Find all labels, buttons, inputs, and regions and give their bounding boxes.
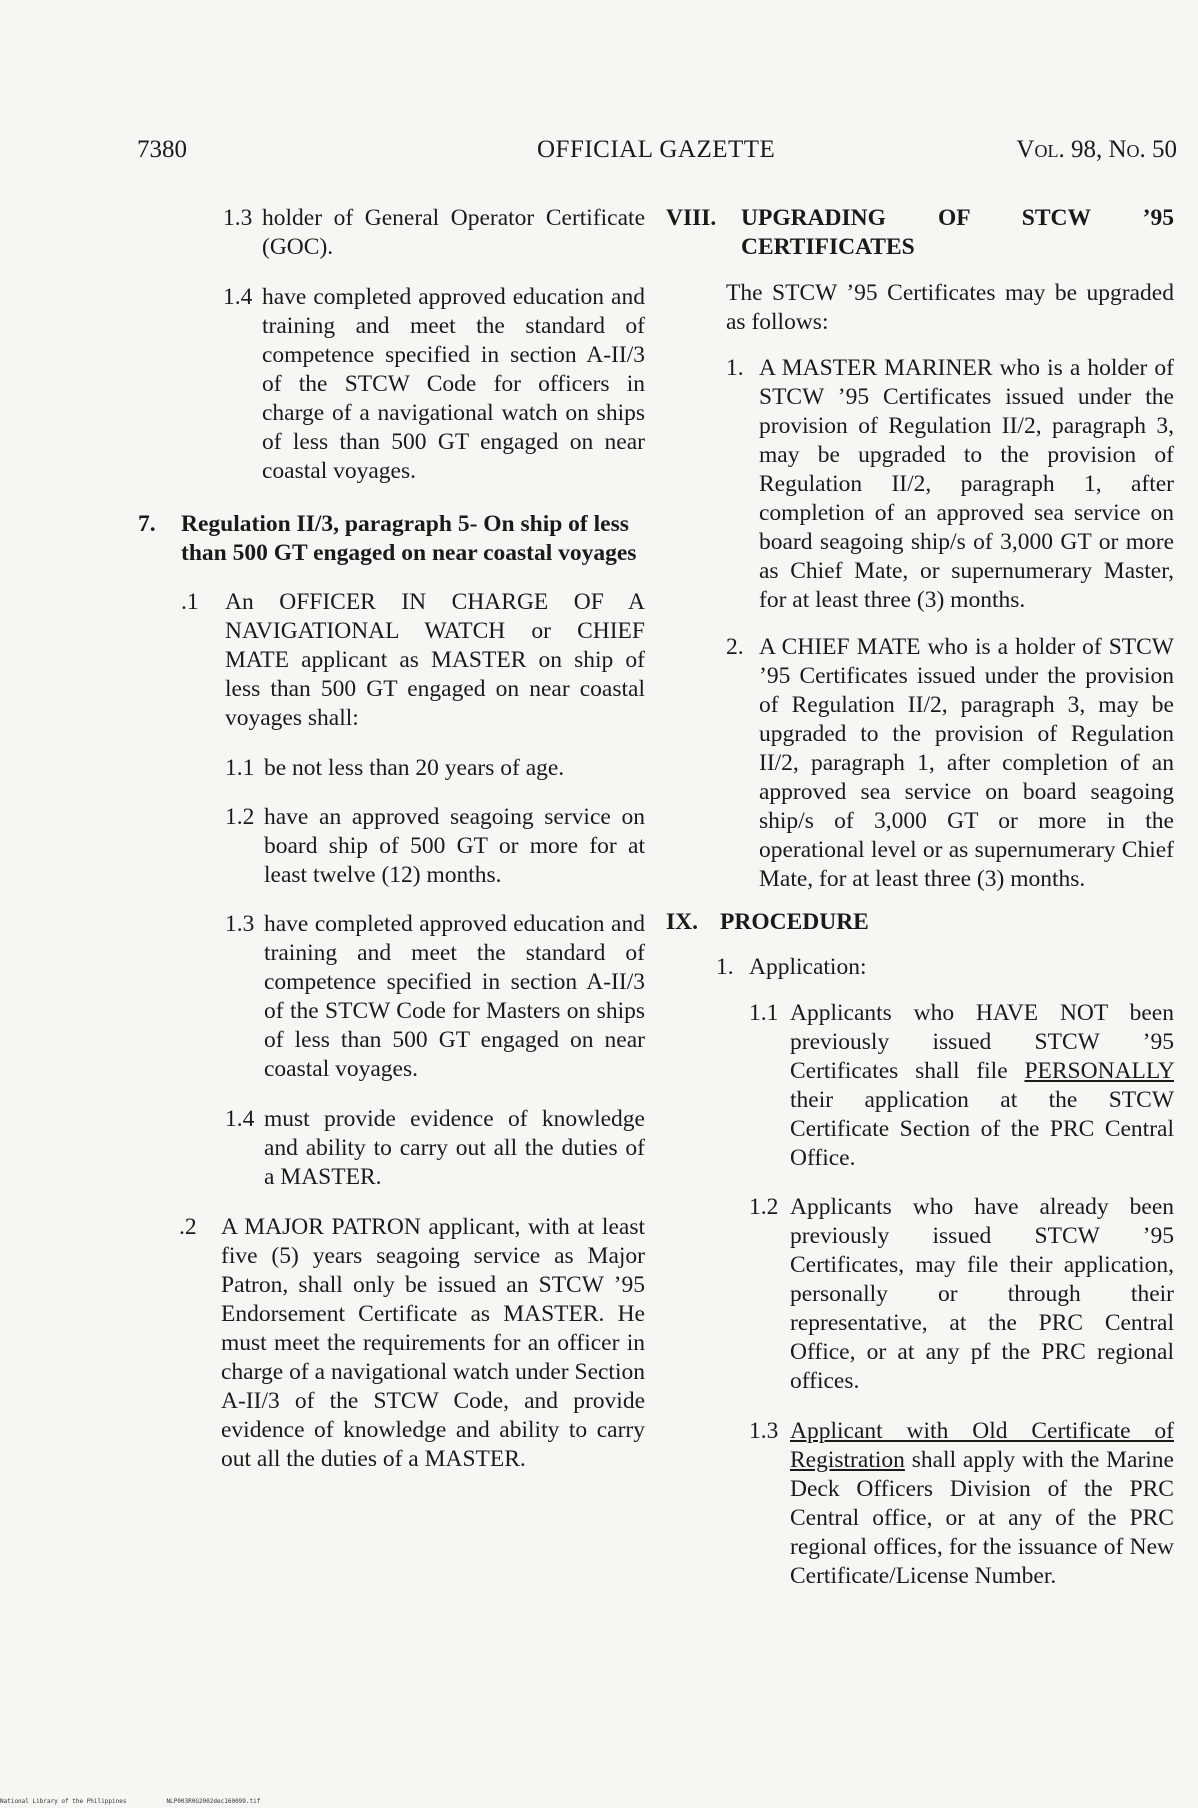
list-item <box>135 910 645 1084</box>
list-item <box>135 204 645 262</box>
item-text-part: shall apply with the Marine Deck Officers Division of the PRC Central office, or at any of the PRC regional offices, for the issuance of New Certificate/License Number. <box>790 1447 1174 1589</box>
item-text: have completed approved education and training and meet the standard of competence specified in section A-II/3 of the STCW Code for Masters on ships of less than 500 GT engaged on near coastal voyages. <box>264 911 645 1082</box>
item-number: 1. <box>716 954 734 980</box>
list-item <box>666 354 1174 615</box>
publication-title: OFFICIAL GAZETTE <box>537 136 776 163</box>
item-text: have an approved seagoing service on board ship of 500 GT or more for at least twelve (12) months. <box>264 804 645 888</box>
item-text: Applicants who have already been previously issued STCW ’95 Certificates, may file their application, personally or through their representative, at the PRC Central Office, or at any pf the PRC regional offices. <box>790 1194 1174 1394</box>
paragraph <box>666 279 1174 337</box>
item-text: have completed approved education and training and meet the standard of competence specified in section A-II/3 of the STCW Code for officers in charge of a navigational watch on ships of less than 500 GT engaged on near coastal voyages. <box>262 284 645 484</box>
item-text-part: their application at the STCW Certificate Section of the PRC Central Office. <box>790 1087 1174 1171</box>
list-item <box>666 1193 1174 1396</box>
item-text: A MASTER MARINER who is a holder of STCW ’95 Certificates issued under the provision of Regulation II/2, paragraph 3, may be upgraded to the provision of Regulation II/2, paragraph 1, after completion of an approved sea service on board seagoing ship/s of 3,000 GT or more as Chief Mate, or supernumerary Master, for at least three (3) months. <box>759 355 1174 613</box>
section-number: VIII. <box>666 205 717 231</box>
list-item <box>666 633 1174 894</box>
emphasis-underlined: Applicant with Old Certificate of Registration <box>790 1418 1174 1473</box>
section-title: Regulation II/3, paragraph 5- On ship of less than 500 GT engaged on near coastal voyages <box>181 511 637 566</box>
intro-text: The STCW ’95 Certificates may be upgraded as follows: <box>726 280 1174 335</box>
list-item <box>135 283 645 486</box>
scan-footer <box>0 1798 600 1805</box>
item-number: 1.4 <box>225 1106 255 1132</box>
section-heading <box>135 510 645 568</box>
section-heading <box>666 908 1174 937</box>
library-credit: National Library of the Philippines <box>0 1798 127 1805</box>
volume-info: Vol. 98, No. 50 <box>1016 136 1177 163</box>
item-text: A MAJOR PATRON applicant, with at least five (5) years seagoing service as Major Patron, shall only be issued an STCW ’95 Endorsement Certificate as MASTER. He must meet the requirements for an officer in charge of a navigational watch under Section A-II/3 of the STCW Code, and provide evidence of knowledge and ability to carry out all the duties of a MASTER. <box>221 1214 645 1472</box>
list-item <box>666 953 1174 982</box>
page-number: 7380 <box>137 136 187 163</box>
item-text <box>790 1417 1174 1591</box>
list-item <box>135 803 645 890</box>
item-number: .1 <box>181 589 199 615</box>
item-text <box>790 999 1174 1173</box>
section-title: PROCEDURE <box>720 909 869 935</box>
item-text: holder of General Operator Certificate (GOC). <box>262 205 645 260</box>
section-heading <box>666 204 1174 262</box>
item-number: .2 <box>179 1214 197 1240</box>
item-number: 1.1 <box>225 755 255 781</box>
item-number: 1.2 <box>749 1194 779 1220</box>
page-header <box>137 136 1177 170</box>
list-item <box>135 1105 645 1192</box>
item-number: 1.4 <box>223 284 253 310</box>
item-text: be not less than 20 years of age. <box>264 755 565 781</box>
item-number: 1.3 <box>225 911 255 937</box>
item-text-part: Applicants who HAVE NOT been previously issued STCW ’95 Certificates shall file <box>790 1000 1174 1084</box>
list-item <box>666 1417 1174 1591</box>
emphasis-underlined: PERSONALLY <box>1024 1058 1174 1084</box>
list-item <box>666 999 1174 1173</box>
list-item <box>135 1213 645 1474</box>
item-number: 1.2 <box>225 804 255 830</box>
list-item <box>135 588 645 733</box>
item-text: A CHIEF MATE who is a holder of STCW ’95 Certificates issued under the provision of Regulation II/2, paragraph 3, may be upgraded to the provision of Regulation II/2, paragraph 1, after completion of an approved sea service on board seagoing ship/s of 3,000 GT or more in the operational level or as supernumerary Chief Mate, for at least three (3) months. <box>759 634 1174 892</box>
section-title: UPGRADING OF STCW ’95 CERTIFICATES <box>741 205 1174 260</box>
item-text: An OFFICER IN CHARGE OF A NAVIGATIONAL WATCH or CHIEF MATE applicant as MASTER on ship of less than 500 GT engaged on near coastal voyages shall: <box>225 589 645 731</box>
section-number: IX. <box>666 909 698 935</box>
item-number: 2. <box>726 634 744 660</box>
section-number: 7. <box>138 511 156 537</box>
item-number: 1.1 <box>749 1000 779 1026</box>
item-number: 1.3 <box>223 205 253 231</box>
list-item <box>135 754 645 783</box>
item-number: 1. <box>726 355 744 381</box>
right-column <box>666 204 1174 1591</box>
item-text: must provide evidence of knowledge and ability to carry out all the duties of a MASTER. <box>264 1106 645 1190</box>
file-id: NLP003R0G2002dec160099.tif <box>166 1798 261 1805</box>
item-text: Application: <box>749 954 867 980</box>
left-column <box>135 204 645 1474</box>
item-number: 1.3 <box>749 1418 779 1444</box>
